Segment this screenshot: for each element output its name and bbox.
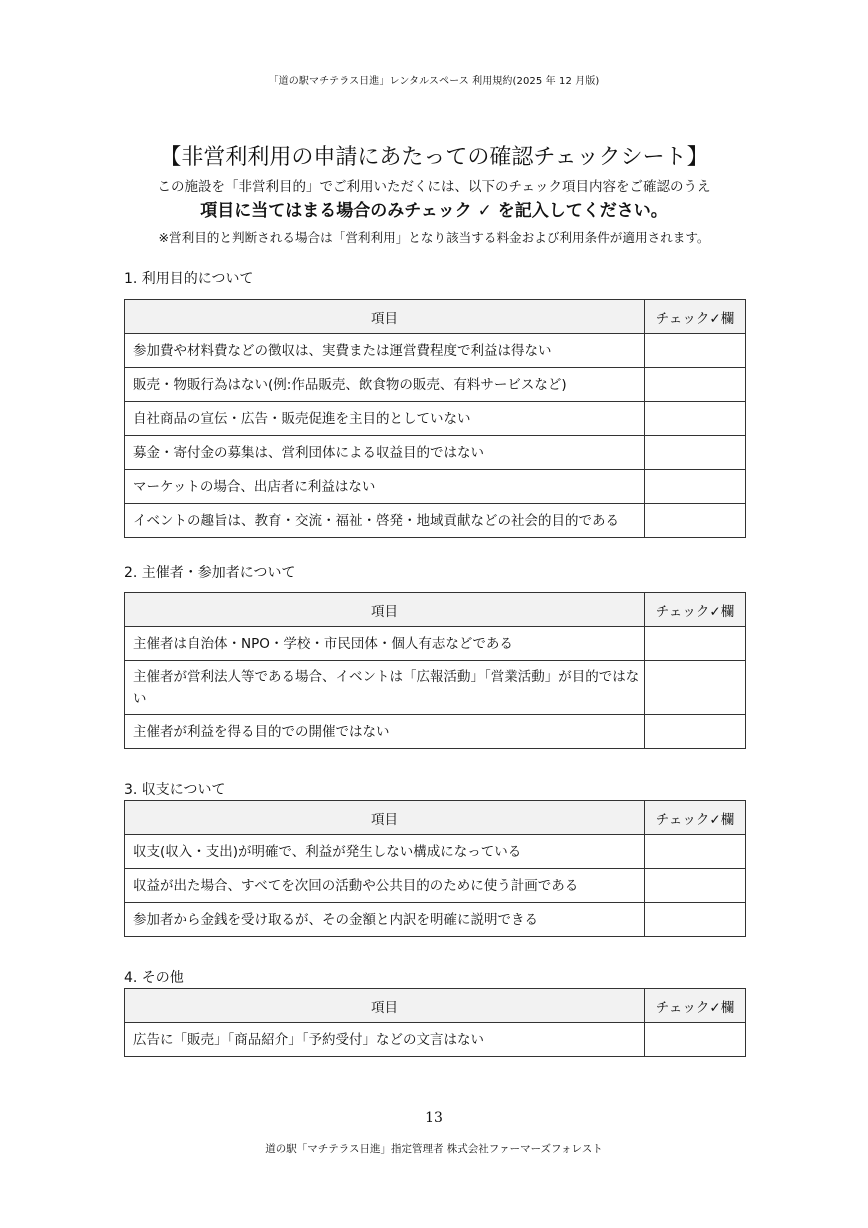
checklist-item: 収支(収入・支出)が明確で、利益が発生しない構成になっている <box>125 835 645 869</box>
table-row <box>125 504 746 538</box>
column-header-item: 項目 <box>125 989 645 1023</box>
checklist-table-other <box>124 988 746 1057</box>
checklist-item: 主催者は自治体・NPO・学校・市民団体・個人有志などである <box>125 627 645 661</box>
table-header-row <box>125 593 746 627</box>
check-cell[interactable] <box>645 903 746 937</box>
checklist-item: 参加者から金銭を受け取るが、その金額と内訳を明確に説明できる <box>125 903 645 937</box>
table-row <box>125 835 746 869</box>
check-cell[interactable] <box>645 436 746 470</box>
check-cell[interactable] <box>645 470 746 504</box>
table-header-row <box>125 300 746 334</box>
checklist-table-purpose <box>124 299 746 538</box>
section-heading-other: 4. その他 <box>124 970 184 986</box>
table-row <box>125 402 746 436</box>
table-row <box>125 869 746 903</box>
note-text: ※営利目的と判断される場合は「営利利用」となり該当する料金および利用条件が適用されます。 <box>158 230 710 245</box>
checklist-table-organizer <box>124 592 746 749</box>
checklist-item: 広告に「販売」「商品紹介」「予約受付」などの文言はない <box>125 1023 645 1057</box>
table-header-row <box>125 989 746 1023</box>
checklist-table-finance <box>124 800 746 937</box>
table-row <box>125 334 746 368</box>
column-header-check: チェック✓欄 <box>645 300 746 334</box>
table-row <box>125 470 746 504</box>
table-row <box>125 1023 746 1057</box>
check-cell[interactable] <box>645 402 746 436</box>
check-cell[interactable] <box>645 504 746 538</box>
column-header-check: チェック✓欄 <box>645 801 746 835</box>
table-row <box>125 627 746 661</box>
intro-text: この施設を「非営利目的」でご利用いただくには、以下のチェック項目内容をご確認のうえ <box>157 179 711 195</box>
table-row <box>125 368 746 402</box>
check-cell[interactable] <box>645 715 746 749</box>
section-heading-purpose: 1. 利用目的について <box>124 271 254 287</box>
table-row <box>125 903 746 937</box>
table-header-row <box>125 801 746 835</box>
column-header-item: 項目 <box>125 593 645 627</box>
checklist-item: 主催者が利益を得る目的での開催ではない <box>125 715 645 749</box>
column-header-item: 項目 <box>125 300 645 334</box>
table-row <box>125 661 746 715</box>
section-heading-finance: 3. 収支について <box>124 782 226 798</box>
checklist-item: マーケットの場合、出店者に利益はない <box>125 470 645 504</box>
column-header-check: チェック✓欄 <box>645 593 746 627</box>
checklist-item: 販売・物販行為はない(例:作品販売、飲食物の販売、有料サービスなど) <box>125 368 645 402</box>
checklist-item: 収益が出た場合、すべてを次回の活動や公共目的のために使う計画である <box>125 869 645 903</box>
checklist-item: 参加費や材料費などの徴収は、実費または運営費程度で利益は得ない <box>125 334 645 368</box>
column-header-item: 項目 <box>125 801 645 835</box>
column-header-check: チェック✓欄 <box>645 989 746 1023</box>
checklist-item: 自社商品の宣伝・広告・販売促進を主目的としていない <box>125 402 645 436</box>
check-cell[interactable] <box>645 869 746 903</box>
table-row <box>125 715 746 749</box>
checklist-item: 募金・寄付金の募集は、営利団体による収益目的ではない <box>125 436 645 470</box>
document-footer: 道の駅「マチテラス日進」指定管理者 株式会社ファーマーズフォレスト <box>265 1143 603 1155</box>
check-cell[interactable] <box>645 661 746 715</box>
section-heading-organizer: 2. 主催者・参加者について <box>124 565 296 581</box>
check-cell[interactable] <box>645 334 746 368</box>
page-title: 【非営利利用の申請にあたっての確認チェックシート】 <box>159 145 709 170</box>
document-header: 「道の駅マチテラス日進」レンタルスペース 利用規約(2025 年 12 月版) <box>268 76 600 87</box>
check-cell[interactable] <box>645 627 746 661</box>
table-row <box>125 436 746 470</box>
check-cell[interactable] <box>645 1023 746 1057</box>
checklist-item: 主催者が営利法人等である場合、イベントは「広報活動」「営業活動」が目的ではない <box>125 661 645 715</box>
check-cell[interactable] <box>645 835 746 869</box>
page-number: 13 <box>425 1110 443 1126</box>
check-cell[interactable] <box>645 368 746 402</box>
checklist-item: イベントの趣旨は、教育・交流・福祉・啓発・地域貢献などの社会的目的である <box>125 504 645 538</box>
instruction-text: 項目に当てはまる場合のみチェック ✓ を記入してください。 <box>200 201 668 221</box>
